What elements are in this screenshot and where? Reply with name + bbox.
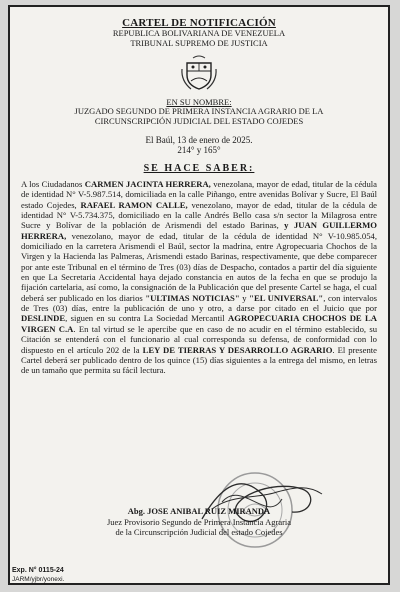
party-name-1: CARMEN JACINTA HERRERA, (84, 179, 211, 189)
body-text: , siguen en su contra La Sociedad Mercantil (65, 313, 229, 324)
plaintiff-name: AGROPECUARIA CHOCHOS DE LA VIRGEN C.A (21, 313, 377, 334)
court-line-1: JUZGADO SEGUNDO DE PRIMERA INSTANCIA AGRARIO DE LA (74, 106, 324, 116)
body-text: venezolano, mayor de edad, titular de la cédula de identidad N° V-10.985.054, domiciliado en la carretera Arismendi el Baúl, sector la madrina, entre Agropecuaria Chochos de la Virgen y la Hacienda las Palmeras, Arismendi estado Barinas, respectivamente, que debe comparecer por ante este Tribunal en el término de Tres (03) días de Despacho, contados a partir del día siguiente en que La Secretaria Accidental haya dejado constancia en autos de la fecha en que se produjo la fijación cartelaria, así como, la consignación de la Publicación que del presente Cartel se haga, el cual deberá ser publicado en los diarios (21, 230, 377, 303)
judge-title-1: Juez Provisorio Segundo de Primera Instancia Agraria (106, 517, 292, 527)
years-line: 214° y 165° (177, 145, 221, 155)
document-title: CARTEL DE NOTIFICACIÓN (122, 17, 276, 29)
party-name-3: y JUAN GUILLERMO HERRERA, (21, 220, 377, 241)
en-su-nombre: EN SU NOMBRE: (166, 97, 232, 107)
newspaper-1: "ULTIMAS NOTICIAS" (145, 292, 240, 303)
notice-paper (8, 5, 390, 585)
body-text: y (239, 292, 250, 303)
body-text: , con intervalos de Tres (03) días, entre la publicación de uno y otro, a darse por citado en el Juicio que por (21, 292, 378, 314)
party-name-2: RAFAEL RAMON CALLE, (80, 199, 188, 210)
place-date: El Baúl, 13 de enero de 2025. (145, 135, 253, 145)
body-text: . El presente Cartel deberá ser publicado dentro de los quince (15) días siguientes a la entrega del mismo, en letras de un tamaño que permita su fácil lectura. (21, 344, 377, 376)
newspaper-2: "EL UNIVERSAL" (249, 292, 324, 303)
notice-body (17, 179, 381, 376)
body-text: A los Ciudadanos (21, 179, 85, 189)
case-type: DESLINDE (21, 313, 66, 324)
body-text: venezolano, mayor de edad, titular de la cédula de identidad N° V-5.734.375, domiciliado en la calle Andrés Bello casa s/n sector la Milagrosa entre Sucre y Bolívar de la población de Arismendi del estado Barinas, (21, 199, 378, 231)
signature-block (17, 462, 381, 582)
coat-of-arms-icon (179, 53, 219, 93)
law-name: LEY DE TIERRAS Y DESARROLLO AGRARIO (142, 344, 333, 355)
notice-heading: SE HACE SABER: (143, 163, 255, 174)
judge-name: Abg. JOSE ANIBAL RUIZ MIRANDA (127, 506, 271, 516)
country-line: REPUBLICA BOLIVARIANA DE VENEZUELA (112, 28, 286, 38)
court-line-2: CIRCUNSCRIPCIÓN JUDICIAL DEL ESTADO COJEDES (94, 115, 304, 126)
body-text: venezolana, mayor de edad, titular de la cédula de identidad N° V-5.987.514, domiciliada en la calle Piñango, entre avenidas Bolívar y Sucre, El Baúl estado Cojedes, (21, 179, 378, 210)
judge-title-2: de la Circunscripción Judicial del estado Cojedes (115, 527, 283, 537)
tribunal-line: TRIBUNAL SUPREMO DE JUSTICIA (130, 37, 268, 48)
file-number: Exp. N° 0115-24 (12, 567, 64, 574)
body-text: . En tal virtud se le apercibe que en caso de no acudir en el término establecido, su Citación se entenderá con el funcionario al cual corresponda su defensa, de conformidad con lo dispuesto en el artículo 202 de la (21, 323, 378, 355)
reference-initials: JARM/yjbr/yonexi. (12, 576, 65, 583)
